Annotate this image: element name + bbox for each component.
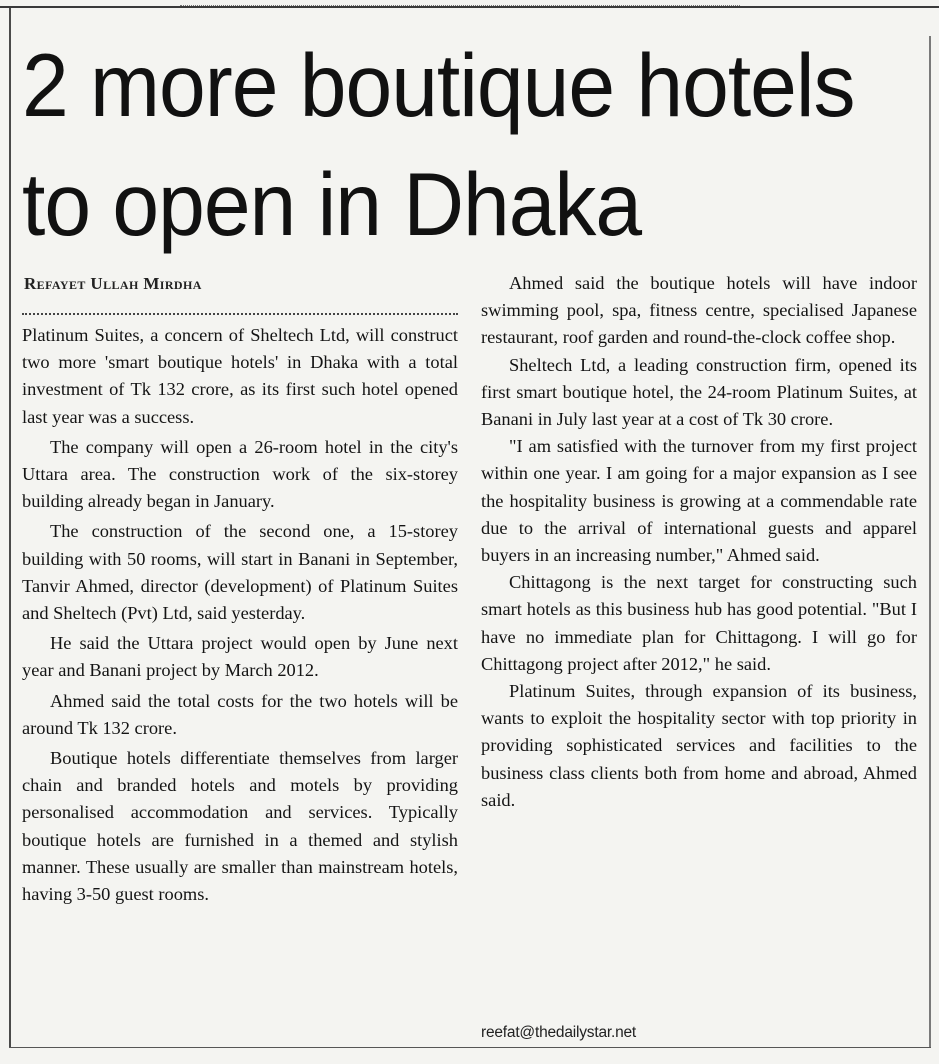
top-rule: [0, 6, 939, 8]
author-email: reefat@thedailystar.net: [481, 1024, 637, 1041]
headline-line-2: to open in Dhaka: [22, 154, 642, 254]
bottom-rule: [9, 1047, 931, 1048]
left-column: [22, 322, 458, 911]
headline: [22, 26, 922, 263]
paragraph: He said the Uttara project would open by June next year and Banani project by March 2012.: [22, 633, 458, 681]
byline-dotted-rule: [22, 313, 458, 315]
byline: Refayet Ullah Mirdha: [24, 274, 202, 293]
left-column-rule: [9, 8, 11, 1048]
paragraph: The construction of the second one, a 15-storey building with 50 rooms, will start in Banani in September, Tanvir Ahmed, director (development) of Platinum Suites and Sheltech (Pvt) Ltd, said yesterday.: [22, 521, 458, 624]
right-column: [481, 270, 917, 814]
right-column-rule: [929, 36, 931, 1048]
paragraph: The company will open a 26-room hotel in the city's Uttara area. The construction work of the six-storey building already began in January.: [22, 436, 458, 512]
headline-line-1: 2 more boutique hotels: [22, 35, 855, 136]
paragraph: "I am satisfied with the turnover from my first project within one year. I am going for a major expansion as I see the hospitality business is growing at a commendable rate due to the arrival of international guests and apparel buyers in an increasing number," Ahmed said.: [481, 436, 917, 566]
paragraph: Ahmed said the total costs for the two hotels will be around Tk 132 crore.: [22, 690, 458, 738]
paragraph: Platinum Suites, through expansion of its business, wants to exploit the hospitality sector with top priority in providing sophisticated services and facilities to the business class clients both from home and abroad, Ahmed said.: [481, 681, 917, 810]
paragraph: Sheltech Ltd, a leading construction firm, opened its first smart boutique hotel, the 24-room Platinum Suites, at Banani in July last year at a cost of Tk 30 crore.: [481, 354, 917, 430]
paragraph: Platinum Suites, a concern of Sheltech Ltd, will construct two more 'smart boutique hotels' in Dhaka with a total investment of Tk 132 crore, as its first such hotel opened last year was a success.: [22, 325, 458, 427]
paragraph: Chittagong is the next target for constructing such smart hotels as this business hub has good potential. "But I have no immediate plan for Chittagong. I will go for Chittagong project after 2012," he said.: [481, 572, 917, 674]
paragraph: Boutique hotels differentiate themselves from larger chain and branded hotels and motels by providing personalised accommodation and services. Typically boutique hotels are furnished in a themed and stylish manner. These usually are smaller than mainstream hotels, having 3-50 guest rooms.: [22, 748, 458, 905]
paragraph: Ahmed said the boutique hotels will have indoor swimming pool, spa, fitness centre, specialised Japanese restaurant, roof garden and round-the-clock coffee shop.: [481, 273, 917, 348]
